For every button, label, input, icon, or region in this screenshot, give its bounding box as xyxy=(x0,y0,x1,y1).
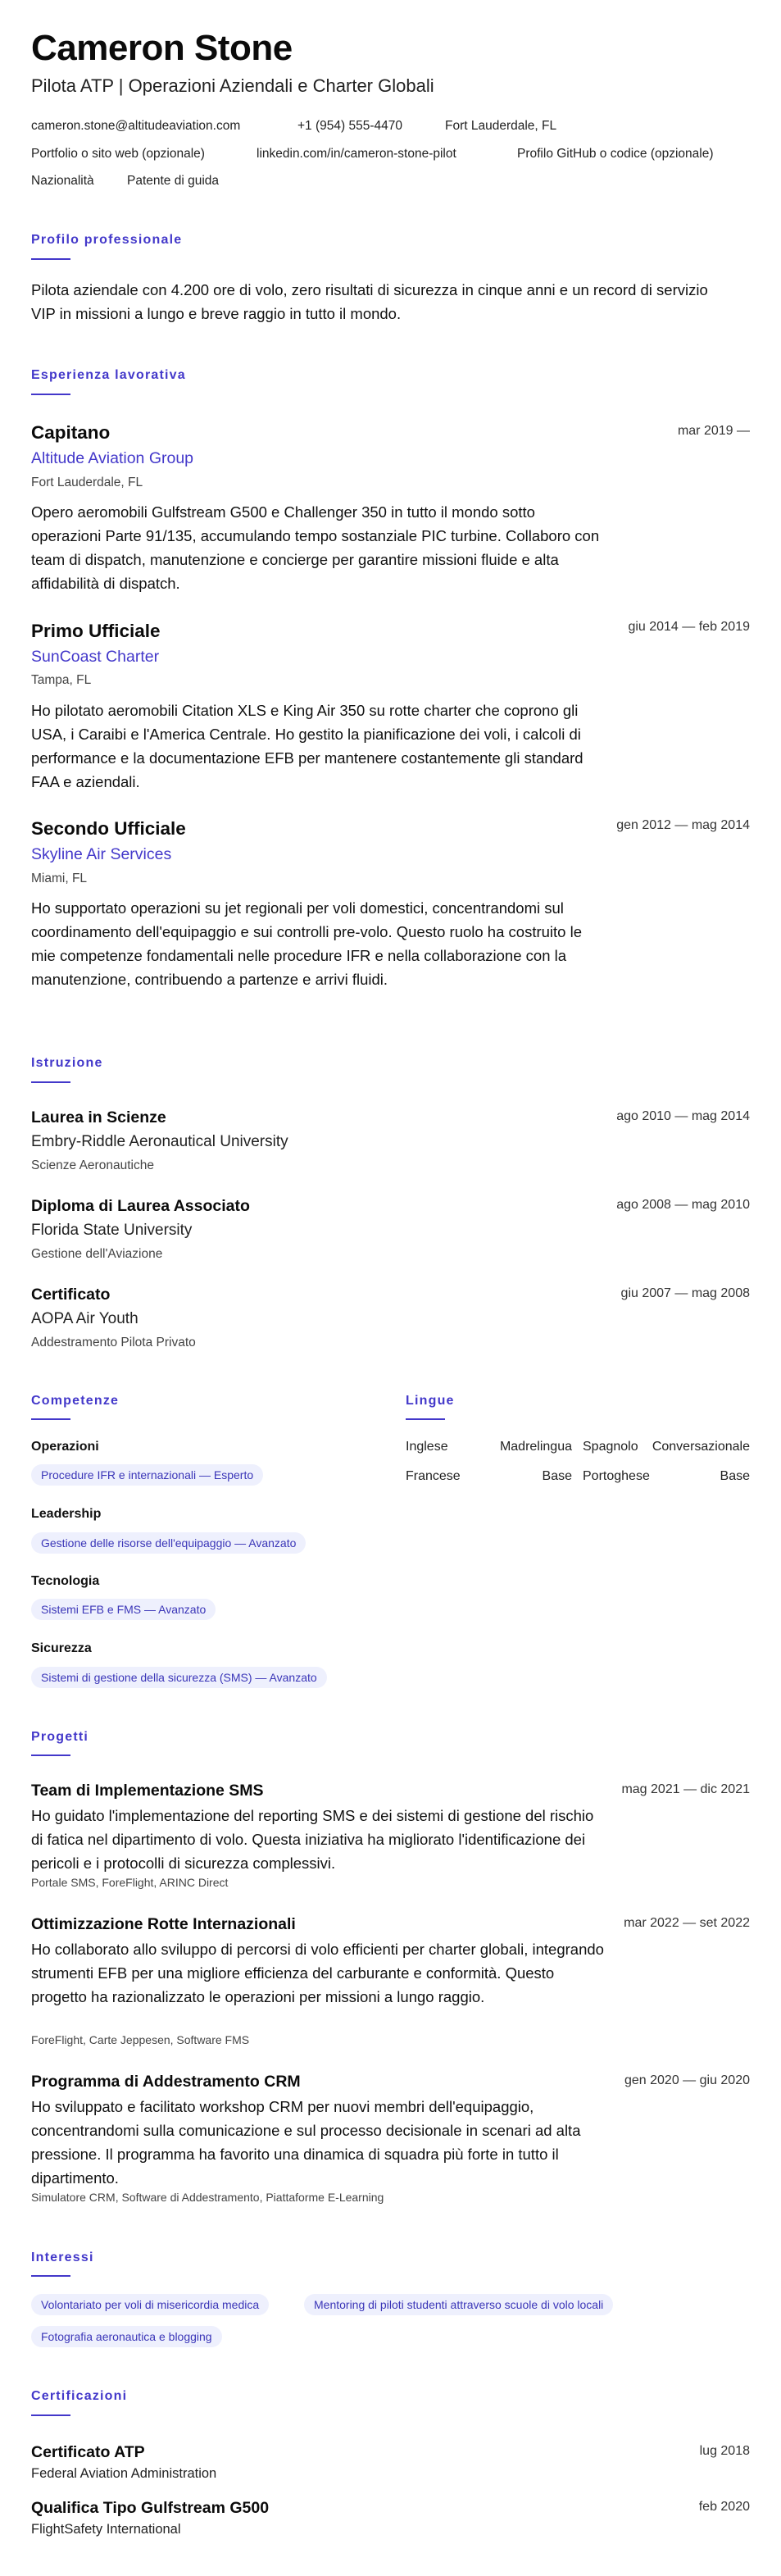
job-date: gen 2012 — mag 2014 xyxy=(616,818,750,832)
language-level: Madrelingua xyxy=(499,1440,572,1454)
links-row xyxy=(31,147,714,162)
language-name: Spagnolo xyxy=(583,1440,638,1454)
language-name: Inglese xyxy=(406,1440,448,1454)
project-date: mag 2021 — dic 2021 xyxy=(621,1782,750,1796)
skill-category: Sicurezza xyxy=(31,1641,92,1655)
skill-category: Operazioni xyxy=(31,1440,99,1454)
project-description: Ho collaborato allo sviluppo di percorsi di volo efficienti per charter globali, integrando strumenti EFB per una migliore efficienza del carburante e conformità. Questo progetto ha razionalizzato le operazioni per missioni a lungo raggio. xyxy=(31,1941,604,2005)
job-location: Fort Lauderdale, FL xyxy=(31,476,143,489)
section-title-skills: Competenze xyxy=(31,1394,120,1408)
skill-category: Leadership xyxy=(31,1507,102,1521)
education-field: Gestione dell'Aviazione xyxy=(31,1247,163,1261)
project-title: Programma di Addestramento CRM xyxy=(31,2073,301,2091)
candidate-headline: Pilota ATP | Operazioni Aziendali e Charter Globali xyxy=(31,75,434,96)
section-rule xyxy=(31,258,70,260)
project-description: Ho sviluppato e facilitato workshop CRM per nuovi membri dell'equipaggio, concentrandomi sulla comunicazione e sul processo decisionale in scenari ad alta pressione. Il programma ha favorito una dinamica di squadra più forte in tutto il dipartimento. xyxy=(31,2098,581,2187)
skill-pill: Procedure IFR e internazionali — Esperto xyxy=(31,1464,263,1486)
profile-summary: Pilota aziendale con 4.200 ore di volo, zero risultati di sicurezza in cinque anni e un record di servizio VIP in missioni a lungo e breve raggio in tutto il mondo. xyxy=(31,281,708,322)
section-rule xyxy=(31,1755,70,1756)
section-rule xyxy=(31,1081,70,1083)
certification-date: feb 2020 xyxy=(698,2500,750,2514)
interest-pill: Mentoring di piloti studenti attraverso scuole di volo locali xyxy=(304,2294,613,2315)
contact-email[interactable]: cameron.stone@altitudeaviation.com xyxy=(31,119,241,133)
language-level: Base xyxy=(542,1469,572,1483)
job-date: giu 2014 — feb 2019 xyxy=(628,620,750,634)
certification-name: Qualifica Tipo Gulfstream G500 xyxy=(31,2499,270,2517)
education-date: ago 2010 — mag 2014 xyxy=(616,1109,750,1123)
interest-pill: Volontariato per voli di misericordia medica xyxy=(31,2294,269,2315)
linkedin-link[interactable]: linkedin.com/in/cameron-stone-pilot xyxy=(257,147,456,161)
job-location: Tampa, FL xyxy=(31,673,92,687)
job-title: Capitano xyxy=(31,422,111,443)
project-title: Ottimizzazione Rotte Internazionali xyxy=(31,1915,296,1933)
contact-phone[interactable]: +1 (954) 555-4470 xyxy=(297,119,402,133)
contact-location: Fort Lauderdale, FL xyxy=(445,119,557,133)
education-date: giu 2007 — mag 2008 xyxy=(620,1286,750,1300)
education-degree: Diploma di Laurea Associato xyxy=(31,1197,250,1215)
personal-row xyxy=(31,174,219,189)
education-degree: Laurea in Scienze xyxy=(31,1108,166,1126)
project-tools: Simulatore CRM, Software di Addestramento, Piattaforme E-Learning xyxy=(31,2191,384,2204)
interest-pill: Fotografia aeronautica e blogging xyxy=(31,2326,222,2347)
section-title-education: Istruzione xyxy=(31,1056,103,1070)
job-title: Secondo Ufficiale xyxy=(31,818,186,839)
education-degree: Certificato xyxy=(31,1286,111,1304)
project-date: mar 2022 — set 2022 xyxy=(624,1916,750,1930)
section-title-languages: Lingue xyxy=(406,1394,455,1408)
section-rule xyxy=(31,2275,70,2277)
section-title-experience: Esperienza lavorativa xyxy=(31,368,186,382)
github-link[interactable]: Profilo GitHub o codice (opzionale) xyxy=(517,147,714,161)
section-title-projects: Progetti xyxy=(31,1730,89,1744)
nationality: Nazionalità xyxy=(31,174,94,188)
education-field: Scienze Aeronautiche xyxy=(31,1158,154,1172)
language-name: Portoghese xyxy=(583,1469,650,1483)
language-name: Francese xyxy=(406,1469,461,1483)
education-field: Addestramento Pilota Privato xyxy=(31,1336,196,1349)
language-level: Conversazionale xyxy=(652,1440,750,1454)
job-company: Skyline Air Services xyxy=(31,845,172,863)
certification-date: lug 2018 xyxy=(699,2444,750,2458)
job-description: Opero aeromobili Gulfstream G500 e Challenger 350 in tutto il mondo sotto operazioni Parte 91/135, accumulando tempo sostanziale PIC turbine. Collaboro con team di dispatch, manutenzione e concierge per garantire missioni fluide e alta affidabilità di dispatch. xyxy=(31,503,600,592)
section-rule xyxy=(406,1418,445,1420)
job-date: mar 2019 — xyxy=(677,424,750,438)
portfolio-link[interactable]: Portfolio o sito web (opzionale) xyxy=(31,147,205,161)
skill-category: Tecnologia xyxy=(31,1574,100,1588)
contact-row xyxy=(31,119,556,134)
education-date: ago 2008 — mag 2010 xyxy=(616,1198,750,1212)
candidate-name: Cameron Stone xyxy=(31,28,293,68)
language-level: Base xyxy=(720,1469,750,1483)
job-title: Primo Ufficiale xyxy=(31,621,161,641)
job-company: Altitude Aviation Group xyxy=(31,449,194,467)
skill-pill: Sistemi di gestione della sicurezza (SMS) — Avanzato xyxy=(31,1667,327,1688)
section-title-interests: Interessi xyxy=(31,2251,94,2264)
section-title-profile: Profilo professionale xyxy=(31,233,183,247)
driving-license: Patente di guida xyxy=(127,174,220,188)
certification-issuer: Federal Aviation Administration xyxy=(31,2466,217,2481)
job-company: SunCoast Charter xyxy=(31,648,160,666)
certification-issuer: FlightSafety International xyxy=(31,2522,181,2537)
section-rule xyxy=(31,2414,70,2416)
education-school: AOPA Air Youth xyxy=(31,1310,138,1327)
job-description: Ho pilotato aeromobili Citation XLS e King Air 350 su rotte charter che coprono gli USA, i Caraibi e l'America Centrale. Ho gestito la pianificazione dei voli, i calcoli di performance e la documentazione EFB per mantenere costantemente gli standard FAA e aziendali. xyxy=(31,702,583,790)
job-location: Miami, FL xyxy=(31,872,88,885)
project-title: Team di Implementazione SMS xyxy=(31,1782,264,1800)
skill-pill: Sistemi EFB e FMS — Avanzato xyxy=(31,1599,216,1620)
section-rule xyxy=(31,1418,70,1420)
project-tools: Portale SMS, ForeFlight, ARINC Direct xyxy=(31,1876,229,1889)
project-date: gen 2020 — giu 2020 xyxy=(624,2073,750,2087)
project-description: Ho guidato l'implementazione del reporting SMS e dei sistemi di gestione del rischio di fatica nel dipartimento di volo. Questa iniziativa ha migliorato l'identificazione dei pericoli e i protocolli di sicurezza complessivi. xyxy=(31,1807,594,1872)
skill-pill: Gestione delle risorse dell'equipaggio — Avanzato xyxy=(31,1532,306,1554)
job-description: Ho supportato operazioni su jet regionali per voli domestici, concentrandomi sul coordinamento dell'equipaggio e sui controlli pre-volo. Questo ruolo ha costruito le mie competenze fondamentali nelle procedure IFR e nella collaborazione con la manutenzione, contribuendo a partenze e arrivi fluidi. xyxy=(31,899,582,988)
project-tools: ForeFlight, Carte Jeppesen, Software FMS xyxy=(31,2033,250,2046)
section-rule xyxy=(31,394,70,395)
education-school: Florida State University xyxy=(31,1222,193,1239)
certification-name: Certificato ATP xyxy=(31,2443,145,2461)
education-school: Embry-Riddle Aeronautical University xyxy=(31,1133,288,1150)
section-title-certifications: Certificazioni xyxy=(31,2389,128,2403)
